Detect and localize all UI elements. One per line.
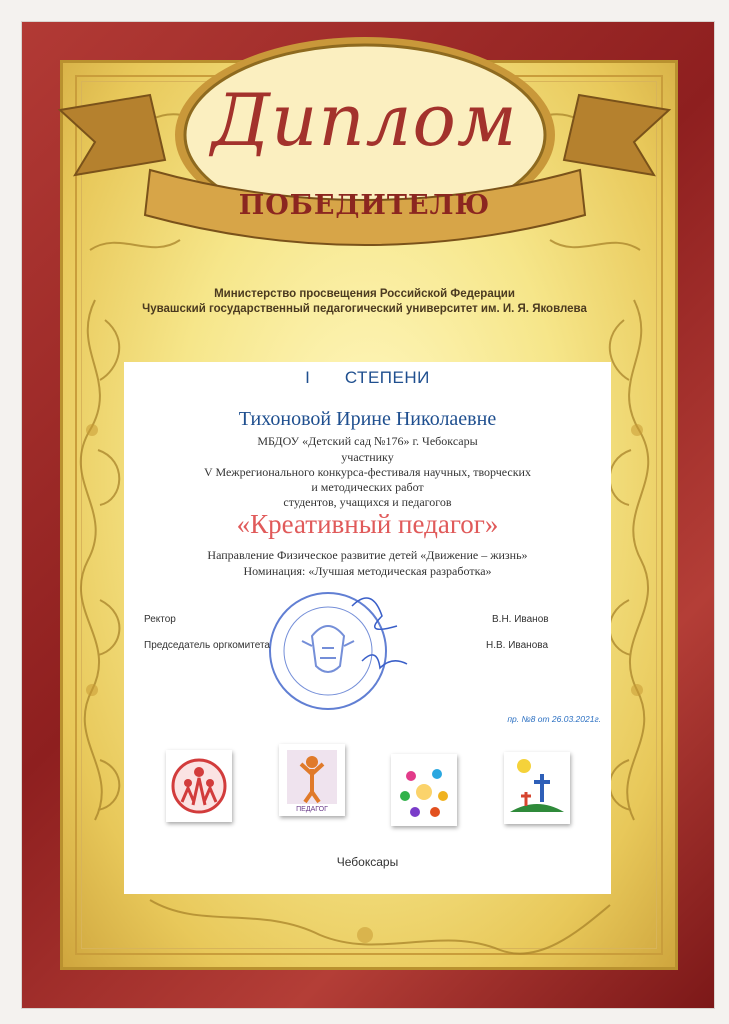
degree-word: СТЕПЕНИ — [344, 368, 430, 387]
event-line-2: и методических работ — [311, 480, 424, 494]
rector-name: В.Н. Иванов — [492, 614, 549, 625]
ministry-name: Министерство просвещения Российской Федерации — [214, 288, 515, 300]
nomination-line: Номинация: «Лучшая методическая разработка» — [243, 564, 492, 578]
logo-mother-child — [504, 752, 570, 824]
event-line-1: V Межрегионального конкурса-фестиваля научных, творческих — [204, 465, 531, 479]
rector-label: Ректор — [144, 614, 176, 625]
contest-name: «Креативный педагог» — [236, 509, 499, 539]
organization: МБДОУ «Детский сад №176» г. Чебоксары — [257, 434, 478, 448]
degree-numeral: I — [305, 368, 311, 387]
university-name: Чувашский государственный педагогический университет им. И. Я. Яковлева — [142, 303, 587, 315]
logo-pedagog — [279, 744, 345, 816]
city-name: Чебоксары — [336, 855, 399, 869]
order-reference: пр. №8 от 26.03.2021г. — [507, 714, 601, 724]
text-panel — [124, 362, 611, 894]
children-circle-icon — [391, 754, 457, 826]
mother-child-icon — [504, 752, 570, 824]
family-logo-icon — [166, 750, 232, 822]
logo-children-circle — [391, 754, 457, 826]
chair-label: Председатель оргкомитета — [144, 640, 270, 651]
role-line: участнику — [341, 450, 394, 464]
recipient-name: Тихоновой Ирине Николаевне — [238, 408, 497, 430]
official-stamp — [262, 586, 412, 716]
direction-line: Направление Физическое развитие детей «Движение – жизнь» — [207, 548, 528, 562]
event-line-3: студентов, учащихся и педагогов — [283, 495, 452, 509]
logo-family — [166, 750, 232, 822]
degree-heading — [124, 368, 611, 388]
winner-banner: ПОБЕДИТЕЛЮ — [238, 190, 491, 221]
teacher-logo-icon — [279, 744, 345, 816]
chair-name: Н.В. Иванова — [486, 640, 549, 651]
diploma-title: Диплом — [211, 78, 518, 162]
logo-caption: ПЕДАГОГ — [296, 806, 328, 813]
